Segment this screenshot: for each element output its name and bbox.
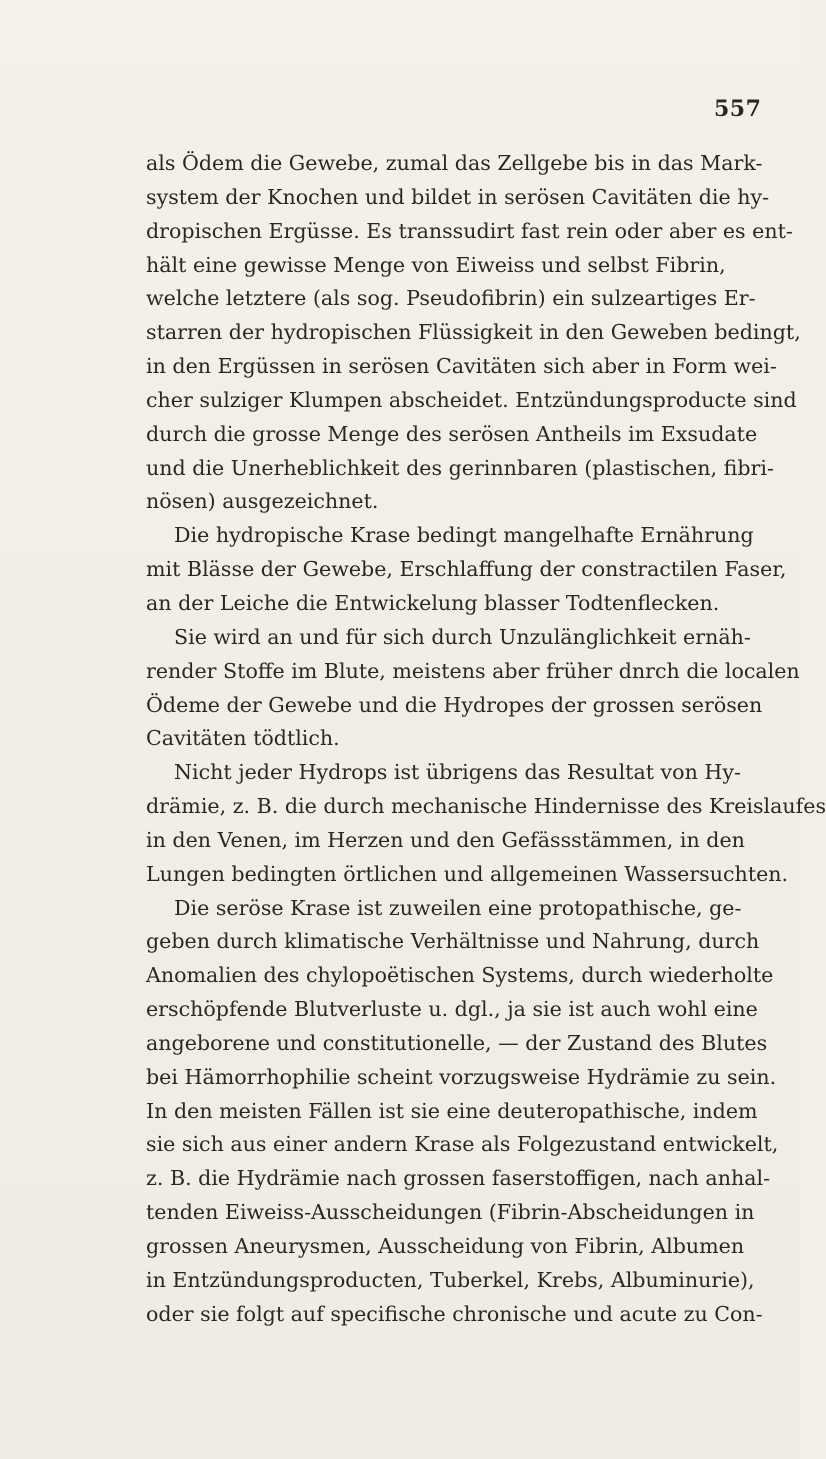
text-line: cher sulziger Klumpen abscheidet. Entzündungsproducte sind	[146, 387, 797, 412]
page-number: 557	[714, 96, 762, 122]
text-line: Cavitäten tödtlich.	[146, 726, 340, 751]
text-line: Lungen bedingten örtlichen und allgemeinen Wassersuchten.	[146, 861, 789, 886]
text-line: in Entzündungsproducten, Tuberkel, Krebs, Albuminurie),	[146, 1267, 755, 1292]
text-line: Nicht jeder Hydrops ist übrigens das Resultat von Hy-	[174, 760, 741, 785]
text-line: Ödeme der Gewebe und die Hydropes der grossen serösen	[146, 692, 763, 717]
body-text	[146, 147, 826, 1332]
text-line: render Stoffe im Blute, meistens aber früher dnrch die localen	[146, 658, 800, 683]
text-line: mit Blässe der Gewebe, Erschlaffung der constractilen Faser,	[146, 557, 787, 582]
text-line: starren der hydropischen Flüssigkeit in den Geweben bedingt,	[146, 320, 801, 345]
text-line: in den Ergüssen in serösen Cavitäten sich aber in Form wei-	[146, 354, 777, 379]
text-line: drämie, z. B. die durch mechanische Hindernisse des Kreislaufes	[146, 794, 826, 819]
text-line: durch die grosse Menge des serösen Antheils im Exsudate	[146, 421, 758, 446]
text-line: als Ödem die Gewebe, zumal das Zellgebe bis in das Mark-	[146, 151, 763, 175]
text-line: Die hydropische Krase bedingt mangelhafte Ernährung	[174, 523, 754, 548]
text-line: oder sie folgt auf specifische chronische und acute zu Con-	[146, 1301, 763, 1326]
text-line: geben durch klimatische Verhältnisse und Nahrung, durch	[146, 929, 760, 954]
text-line: system der Knochen und bildet in serösen Cavitäten die hy-	[146, 184, 770, 209]
text-line: grossen Aneurysmen, Ausscheidung von Fibrin, Albumen	[146, 1234, 745, 1258]
text-line: bei Hämorrhophilie scheint vorzugsweise Hydrämie zu sein.	[146, 1064, 777, 1089]
text-line: angeborene und constitutionelle, — der Zustand des Blutes	[146, 1030, 768, 1055]
text-line: sie sich aus einer andern Krase als Folgezustand entwickelt,	[146, 1132, 779, 1157]
text-line: Die seröse Krase ist zuweilen eine protopathische, ge-	[174, 895, 742, 920]
text-line: Anomalien des chylopoëtischen Systems, durch wiederholte	[146, 963, 774, 988]
text-line: In den meisten Fällen ist sie eine deuteropathische, indem	[146, 1098, 758, 1123]
text-line: erschöpfende Blutverluste u. dgl., ja sie ist auch wohl eine	[146, 997, 758, 1022]
text-line: und die Unerheblichkeit des gerinnbaren (plastischen, fibri-	[146, 455, 774, 480]
text-line: welche letztere (als sog. Pseudofibrin) ein sulzeartiges Er-	[146, 286, 756, 311]
text-line: hält eine gewisse Menge von Eiweiss und selbst Fibrin,	[146, 252, 726, 277]
text-line: z. B. die Hydrämie nach grossen faserstoffigen, nach anhal-	[146, 1166, 771, 1191]
text-line: in den Venen, im Herzen und den Gefässstämmen, in den	[146, 827, 745, 852]
text-line: tenden Eiweiss-Ausscheidungen (Fibrin-Abscheidungen in	[146, 1200, 755, 1225]
text-line: an der Leiche die Entwickelung blasser Todtenflecken.	[146, 590, 720, 615]
text-line: nösen) ausgezeichnet.	[146, 489, 379, 514]
text-line: Sie wird an und für sich durch Unzulänglichkeit ernäh-	[174, 624, 751, 649]
text-line: dropischen Ergüsse. Es transsudirt fast rein oder aber es ent-	[146, 218, 793, 243]
